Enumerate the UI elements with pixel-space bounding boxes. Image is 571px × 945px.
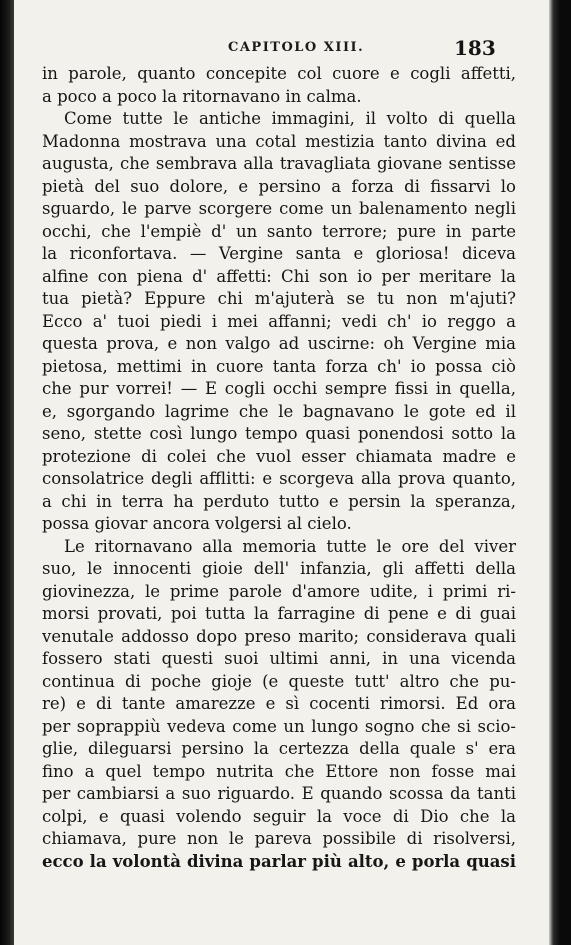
text-line: augusta, che sembrava alla travagliata giovane sentisse <box>42 154 516 173</box>
text-line: pietosa, mettimi in cuore tanta forza ch' io possa ciò <box>42 356 516 376</box>
text-line: giovinezza, le prime parole d'amore udite, i primi ri- <box>42 581 516 601</box>
page-edge-shadow <box>549 0 560 945</box>
text-line: per cambiarsi a suo riguardo. E quando scossa da tanti <box>42 784 516 803</box>
text-line: alfine con piena d' affetti: Chi son io per meritare la <box>42 266 516 286</box>
running-title: CAPITOLO XIII. <box>228 40 365 55</box>
text-line: questa prova, e non valgo ad uscirne: oh Vergine mia <box>42 334 516 353</box>
text-line: fossero stati questi suoi ultimi anni, in una vicenda <box>42 649 516 668</box>
text-line: fino a quel tempo nutrita che Ettore non fosse mai <box>42 761 516 781</box>
text-line: re) e di tante amarezze e sì cocenti rimorsi. Ed ora <box>42 694 516 713</box>
text-line: glie, dileguarsi persino la certezza della quale s' era <box>42 739 516 758</box>
page-number: 183 <box>454 36 496 60</box>
book-spine-shadow <box>0 0 14 945</box>
text-line: consolatrice degli afflitti: e scorgeva alla prova quanto, <box>42 469 516 488</box>
text-line: che pur vorrei! — E cogli occhi sempre fissi in quella, <box>42 379 516 398</box>
text-line: venutale addosso dopo preso marito; considerava quali <box>42 626 516 646</box>
text-line: possa giovar ancora volgersi al cielo. <box>42 514 352 533</box>
page-header <box>14 38 560 64</box>
text-line: a chi in terra ha perduto tutto e persin la speranza, <box>42 491 516 511</box>
text-line: per soprappiù vedeva come un lungo sogno che si scio- <box>42 716 516 736</box>
text-line: chiamava, pure non le pareva possibile di risolversi, <box>42 829 516 848</box>
text-line: Come tutte le antiche immagini, il volto di quella <box>64 109 516 128</box>
text-line: a poco a poco la ritornavano in calma. <box>42 86 362 106</box>
text-line: e, sgorgando lagrime che le bagnavano le gote ed il <box>42 401 516 421</box>
text-line: continua di poche gioje (e queste tutt' altro che pu- <box>42 671 516 691</box>
text-line: Le ritornavano alla memoria tutte le ore del viver <box>64 536 516 556</box>
text-line: la riconfortava. — Vergine santa e gloriosa! diceva <box>42 244 516 263</box>
text-line: colpi, e quasi volendo seguir la voce di Dio che la <box>42 806 516 826</box>
text-line: pietà del suo dolore, e persino a forza di fissarvi lo <box>42 176 516 196</box>
text-line: occhi, che l'empiè d' un santo terrore; pure in parte <box>42 221 516 241</box>
book-page <box>14 0 560 945</box>
text-line: morsi provati, poi tutta la farragine di pene e di guai <box>42 604 516 623</box>
text-line: suo, le innocenti gioie dell' infanzia, gli affetti della <box>42 559 516 578</box>
text-line: Ecco a' tuoi piedi i mei affanni; vedi ch' io reggo a <box>42 311 516 331</box>
text-line: protezione di colei che vuol esser chiamata madre e <box>42 446 516 466</box>
text-line: tua pietà? Eppure chi m'ajuterà se tu non m'ajuti? <box>42 289 516 308</box>
text-line: Madonna mostrava una cotal mestizia tanto divina ed <box>42 131 516 151</box>
body-text <box>42 63 516 873</box>
text-line: sguardo, le parve scorgere come un balenamento negli <box>42 199 516 218</box>
text-line: in parole, quanto concepite col cuore e cogli affetti, <box>42 64 516 83</box>
text-line: seno, stette così lungo tempo quasi ponendosi sotto la <box>42 424 516 443</box>
text-line: ecco la volontà divina parlar più alto, e porla quasi <box>42 851 516 871</box>
